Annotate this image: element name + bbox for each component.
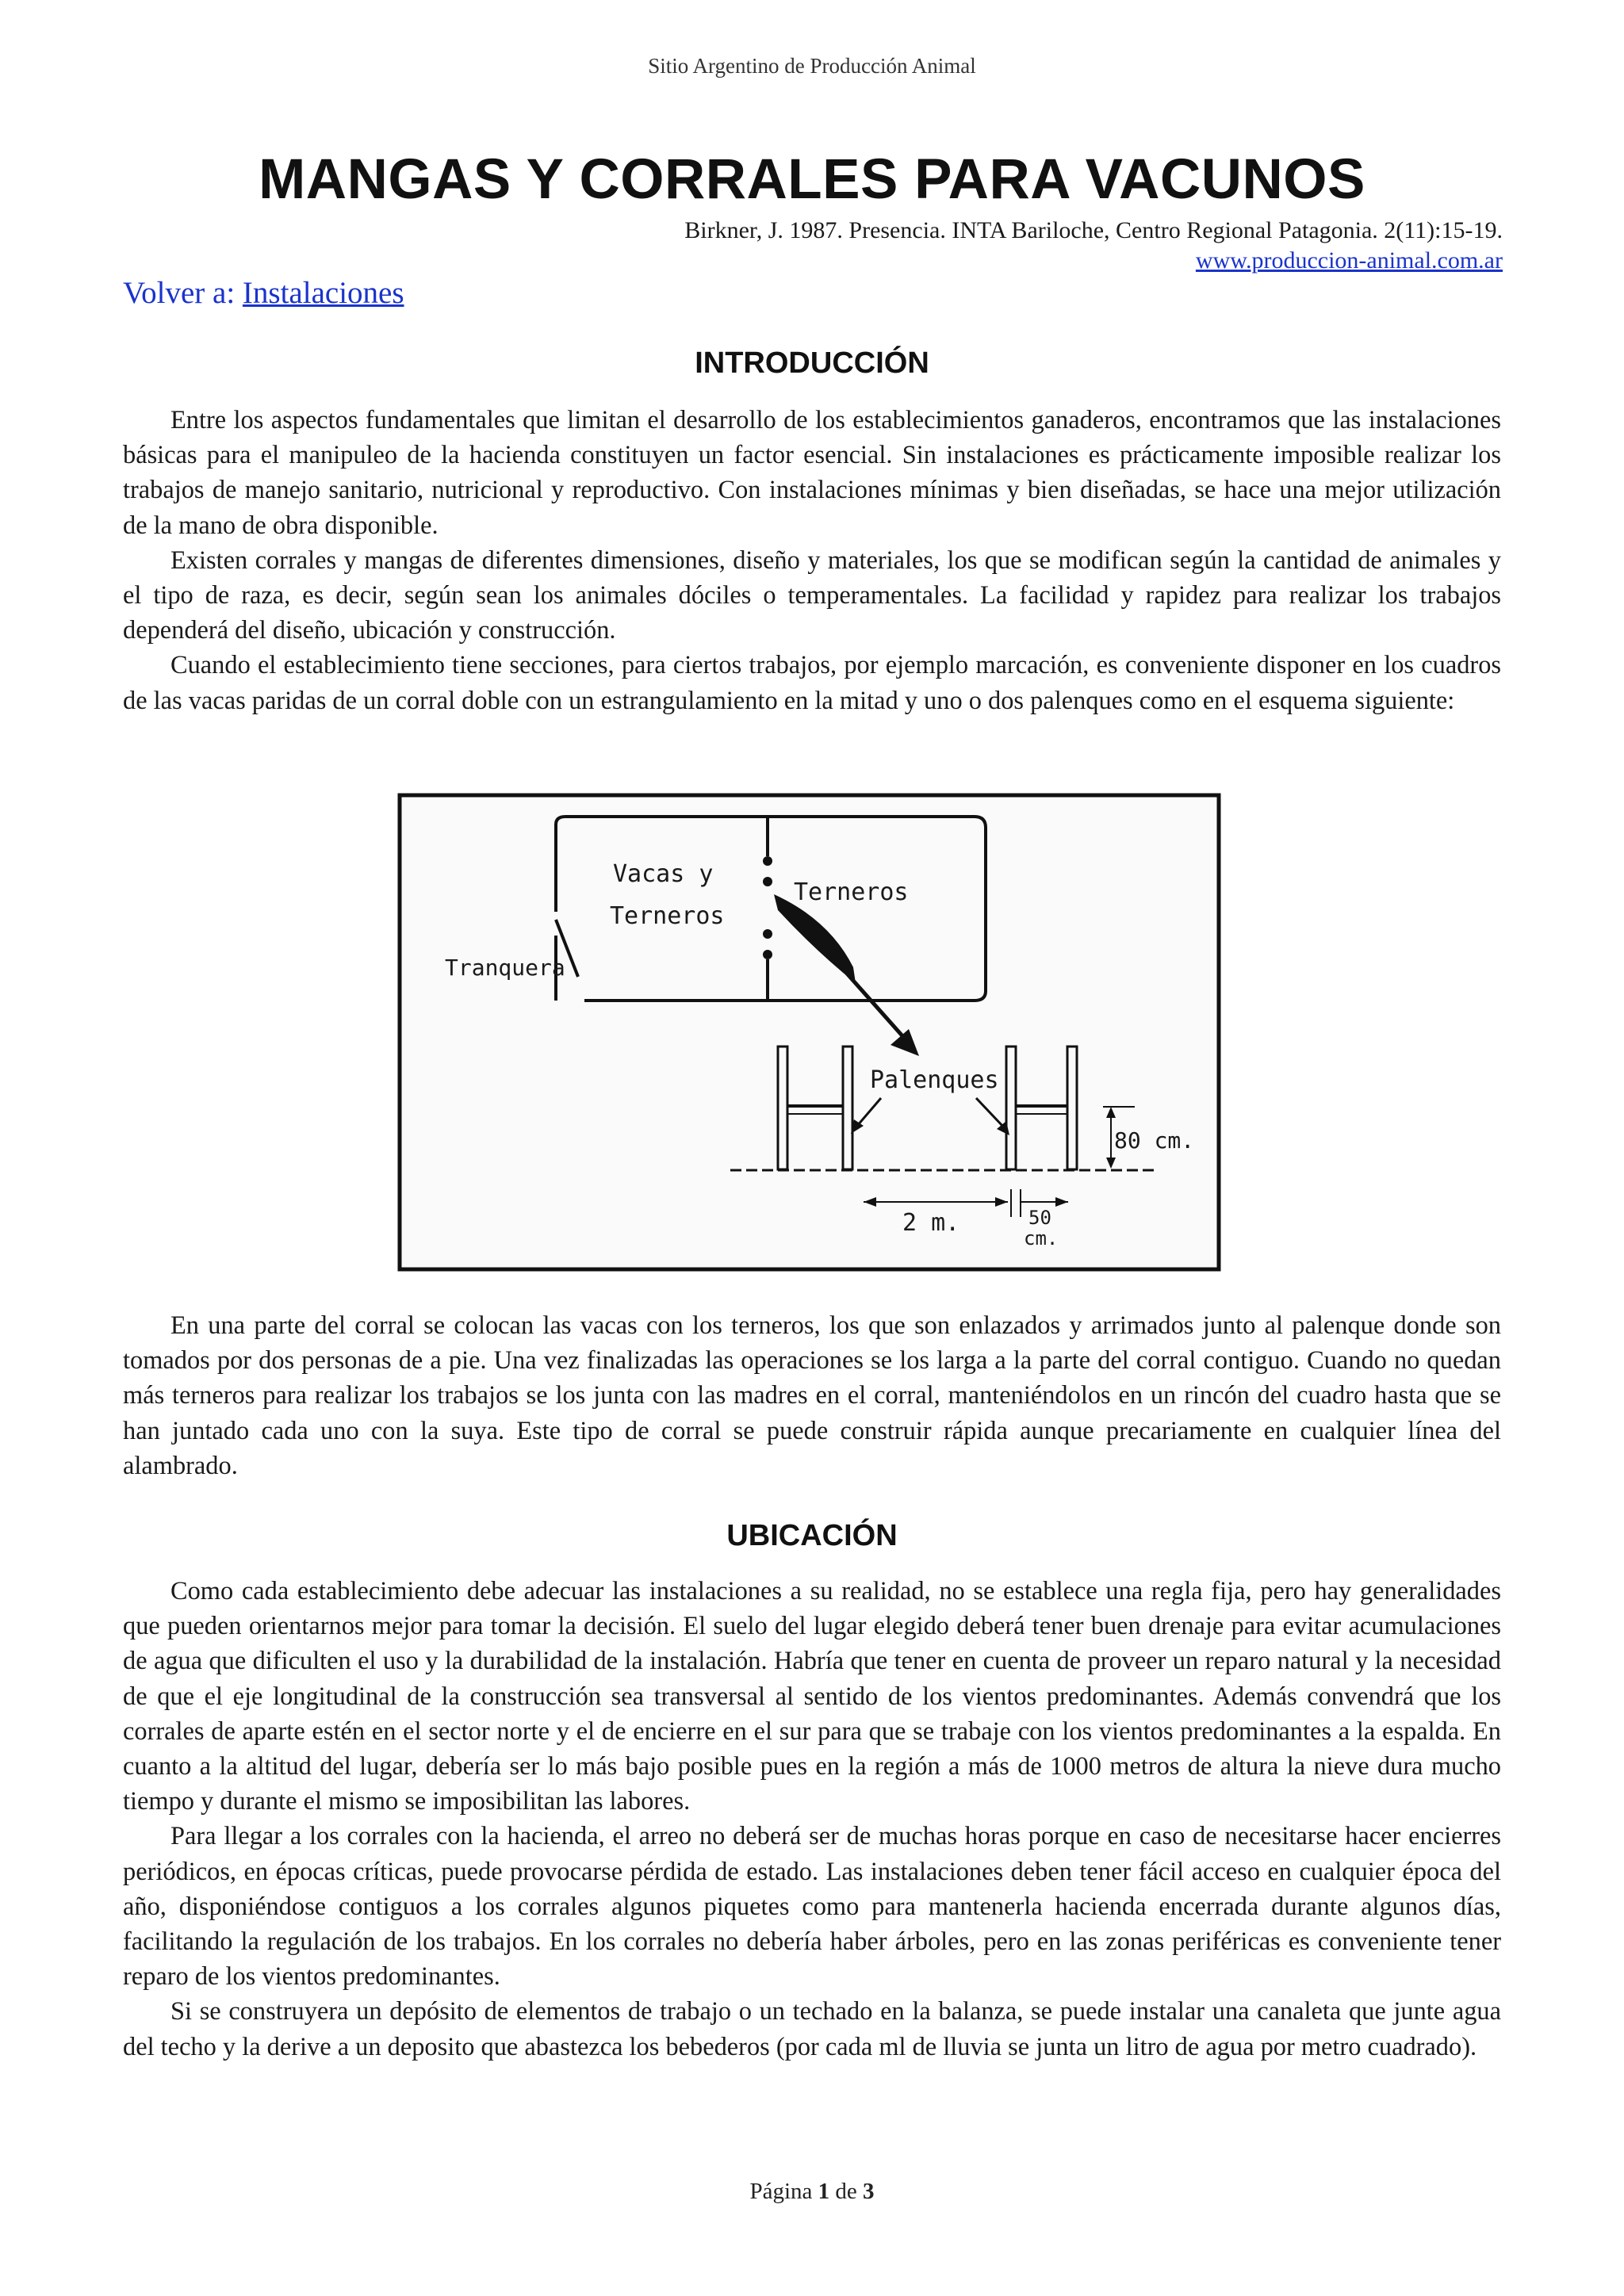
document-title: MANGAS Y CORRALES PARA VACUNOS — [259, 148, 1365, 211]
paragraph: Cuando el establecimiento tiene secciones, para ciertos trabajos, por ejemplo marcación, es conveniente disponer en los cuadros de las vacas paridas de un corral doble con un estrangulamiento en la mitad y uno o dos palenques como en el esquema siguiente: — [123, 651, 1501, 715]
footer-middle: de — [835, 2179, 857, 2204]
diagram-frame — [400, 795, 1219, 1269]
heading-introduccion: INTRODUCCIÓN — [695, 346, 929, 380]
label-width-2m: 2 m. — [902, 1209, 960, 1237]
post-marker — [763, 929, 772, 939]
back-link-prefix: Volver a: — [123, 276, 236, 310]
corral-diagram — [397, 793, 1221, 1272]
label-width-50: 50 — [1028, 1207, 1051, 1229]
back-link-instalaciones[interactable]: Instalaciones — [242, 276, 404, 310]
after-figure-text — [123, 1308, 1501, 1483]
footer-prefix: Página — [749, 2179, 813, 2204]
paragraph: Existen corrales y mangas de diferentes dimensiones, diseño y materiales, los que se modifican según la cantidad de animales y el tipo de raza, es decir, según sean los animales dóciles o temperamentales. La facilidad y rapidez para realizar los trabajos dependerá del diseño, ubicación y construcción. — [123, 545, 1501, 645]
ubicacion-text — [123, 1574, 1501, 2064]
label-palenques: Palenques — [870, 1066, 999, 1094]
paragraph: En una parte del corral se colocan las vacas con los terneros, los que son enlazados y arrimados junto al palenque donde son tomados por dos personas de a pie. Una vez finalizadas las operaciones se los larga a la parte del corral contiguo. Cuando no quedan más terneros para realizar los trabajos se los junta con las madres en el corral, manteniéndolos en un rincón del cuadro hasta que se han juntado cada uno con la suya. Este tipo de corral se puede construir rápida aunque precariamente en cualquier línea del alambrado. — [123, 1311, 1501, 1480]
post-marker — [763, 877, 772, 886]
label-tranquera: Tranquera — [445, 955, 565, 981]
running-header: Sitio Argentino de Producción Animal — [648, 54, 976, 78]
footer-total-pages: 3 — [863, 2179, 875, 2204]
page-footer — [0, 2179, 1624, 2205]
footer-page-number: 1 — [818, 2179, 830, 2204]
post-marker — [763, 950, 772, 959]
heading-ubicacion: UBICACIÓN — [726, 1519, 898, 1552]
label-terneros-left: Terneros — [610, 902, 725, 930]
intro-text — [123, 403, 1501, 718]
paragraph: Como cada establecimiento debe adecuar las instalaciones a su realidad, no se establece una regla fija, pero hay generalidades que pueden orientarnos mejor para tomar la decisión. El suelo del lugar elegido deberá tener buen drenaje para evitar acumulaciones de agua que dificulten el uso y la durabilidad de la instalación. Habría que tener en cuenta de proveer un reparo natural y la necesidad de que el eje longitudinal de la construcción sea transversal al sentido de los vientos predominantes. Además convendrá que los corrales de aparte estén en el sector norte y el de encierre en el sur para que se trabaje con los vientos predominantes a la espalda. En cuanto a la altitud del lugar, debería ser lo más bajo posible pues en la región a más de 1000 metros de altura la nieve dura mucho tiempo y durante el mismo se imposibilitan las labores. — [123, 1577, 1501, 1816]
back-navigation — [123, 275, 404, 311]
label-terneros-right: Terneros — [794, 878, 909, 906]
label-width-cm: cm. — [1024, 1227, 1059, 1249]
citation-reference: Birkner, J. 1987. Presencia. INTA Bariloche, Centro Regional Patagonia. 2(11):15-19. — [684, 217, 1503, 243]
paragraph: Entre los aspectos fundamentales que limitan el desarrollo de los establecimientos ganaderos, encontramos que las instalaciones básicas para el manipuleo de la hacienda constituyen un factor esencial. Sin instalaciones es prácticamente imposible realizar los trabajos de manejo sanitario, nutricional y reproductivo. Con instalaciones mínimas y bien diseñadas, se hace una mejor utilización de la mano de obra disponible. — [123, 406, 1501, 540]
paragraph: Para llegar a los corrales con la hacienda, el arreo no deberá ser de muchas horas porque en caso de necesitarse hacer encierres periódicos, en épocas críticas, puede provocarse pérdida de estado. Las instalaciones deben tener fácil acceso en cualquier época del año, disponiéndose contiguos a los corrales algunos piquetes como para mantenerla hacienda encerrada durante algunos días, facilitando la regulación de los trabajos. En los corrales no debería haber árboles, pero en las zonas periféricas es conveniente tener reparo de los vientos predominantes. — [123, 1822, 1501, 1992]
post-marker — [763, 856, 772, 866]
website-link[interactable]: www.produccion-animal.com.ar — [1195, 247, 1503, 274]
label-height: 80 cm. — [1114, 1127, 1195, 1154]
citation — [684, 216, 1503, 276]
label-vacas-y: Vacas y — [613, 860, 714, 888]
paragraph: Si se construyera un depósito de elementos de trabajo o un techado en la balanza, se puede instalar una canaleta que junte agua del techo y la derive a un deposito que abastezca los bebederos (por cada ml de lluvia se junta un litro de agua por metro cuadrado). — [123, 1997, 1501, 2061]
